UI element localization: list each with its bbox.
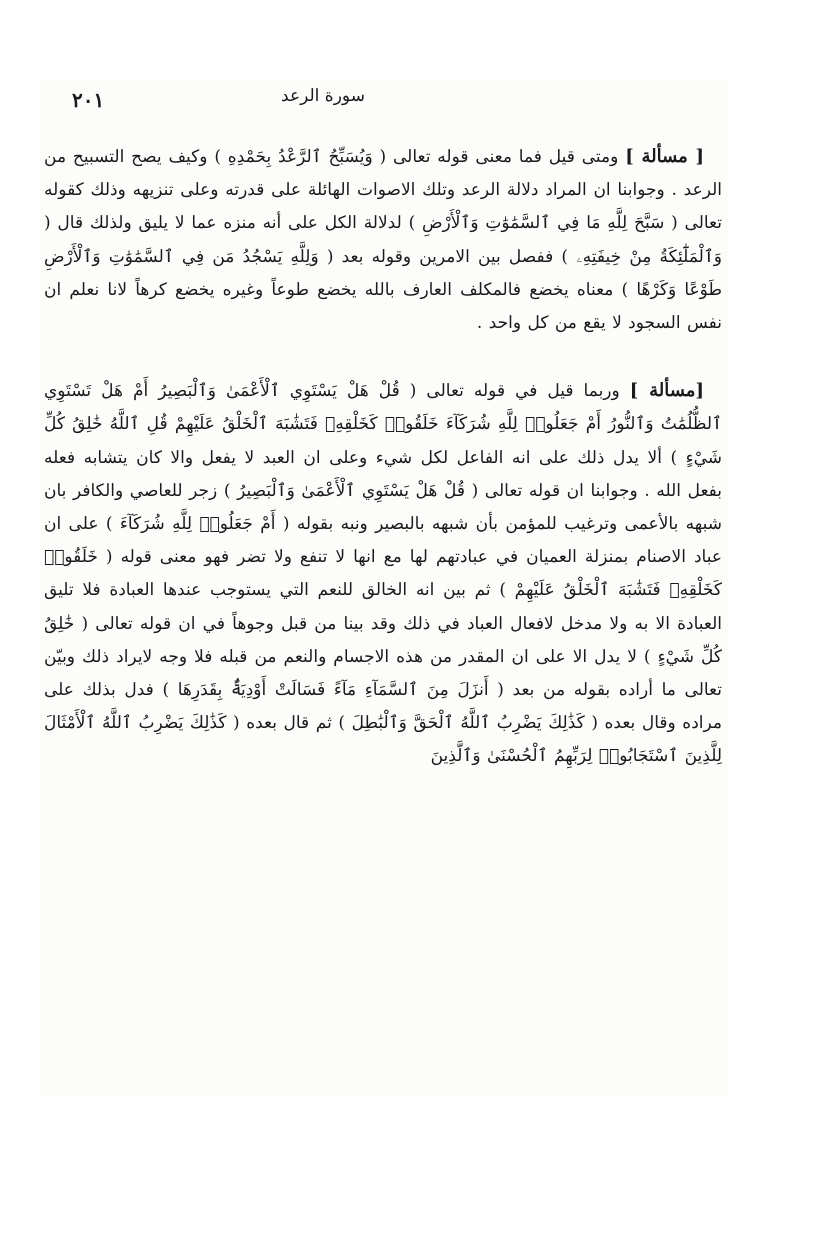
issue-paragraph-2	[42, 374, 724, 773]
issue-label-2: [مسألة ]	[629, 380, 704, 402]
surah-title: سورة الرعد	[281, 86, 365, 106]
issue-label-1: [ مسألة ]	[625, 146, 705, 167]
book-page	[42, 78, 724, 1098]
issue-body-text: وربما قيل في قوله تعالى ( قُلْ هَلْ يَسْتَوِي ٱلْأَعْمَىٰ وَٱلْبَصِيرُ أَمْ هَلْ تَسْتَوِي ٱلظُّلُمَٰتُ وَٱلنُّورُ أَمْ جَعَلُوا۟ لِلَّهِ شُرَكَآءَ خَلَقُوا۟ كَخَلْقِهِۦ فَتَشَٰبَهَ ٱلْخَلْقُ عَلَيْهِمْ قُلِ ٱللَّهُ خَٰلِقُ كُلِّ شَيْءٍ ) ألا يدل ذلك على انه الفاعل لكل شيء وعلى ان العبد لا يفعل والا كان يتشابه فعله بفعل الله . وجوابنا ان قوله تعالى ( قُلْ هَلْ يَسْتَوِي ٱلْأَعْمَىٰ وَٱلْبَصِيرُ ) زجر للعاصي والكافر بان شبهه بالأعمى وترغيب للمؤمن بأن شبهه بالبصير ونبه بقوله ( أَمْ جَعَلُوا۟ لِلَّهِ شُرَكَآءَ ) على ان عباد الاصنام بمنزلة العميان في عبادتهم لها مع انها لا تنفع ولا تضر فهو معنى قوله ( خَلَقُوا۟ كَخَلْقِهِۦ فَتَشَٰبَهَ ٱلْخَلْقُ عَلَيْهِمْ ) ثم بين انه الخالق للنعم التي يستوجب عندها العبادة فلا تليق العبادة الا به ولا مدخل لافعال العباد في ذلك وقد بينا من قبل وجوهاً في ان قوله تعالى ( خَٰلِقُ كُلِّ شَيْءٍ ) لا يدل الا على ان المقدر من هذه الاجسام والنعم من قبله فلا وجه لايراد ذلك وبيّن تعالى ما أراده بقوله من بعد ( أَنزَلَ مِنَ ٱلسَّمَآءِ مَآءً فَسَالَتْ أَوْدِيَةٌۢ بِقَدَرِهَا ) فدل بذلك على مراده وقال بعده ( كَذَٰلِكَ يَضْرِبُ ٱللَّهُ ٱلْحَقَّ وَٱلْبَٰطِلَ ) ثم قال بعده ( كَذَٰلِكَ يَضْرِبُ ٱللَّهُ ٱلْأَمْثَالَ لِلَّذِينَ ٱسْتَجَابُوا۟ لِرَبِّهِمُ ٱلْحُسْنَىٰ وَٱلَّذِينَ	[44, 381, 722, 767]
issue-label-text: مسألة	[641, 146, 688, 167]
issue-label-text: مسألة	[649, 380, 696, 402]
issue-body-text: ومتى قيل فما معنى قوله تعالى ( وَيُسَبِّحُ ٱلرَّعْدُ بِحَمْدِهِ ) وكيف يصح التسبيح من الرعد . وجوابنا ان المراد دلالة الرعد وتلك الاصوات الهائلة على قدرته وعلى تنزيهه وذلك كقوله تعالى ( سَبَّحَ لِلَّهِ مَا فِي ٱلسَّمَٰوَٰتِ وَٱلْأَرْضِ ) لدلالة الكل على أنه منزه عما لا يليق ولذلك قال ( وَٱلْمَلَٰٓئِكَةُ مِنْ خِيفَتِهِۦ ) ففصل بين الامرين وقوله بعد ( وَلِلَّهِ يَسْجُدُ مَن فِي ٱلسَّمَٰوَٰتِ وَٱلْأَرْضِ طَوْعًا وَكَرْهًا ) معناه يخضع فالمكلف العارف بالله يخضع طوعاً وغيره يخضع كرهاً لانا نعلم ان نفس السجود لا يقع من كل واحد .	[44, 147, 723, 334]
running-header	[42, 78, 724, 118]
issue-paragraph-1	[42, 140, 724, 340]
page-number: ٢٠١	[72, 88, 105, 112]
